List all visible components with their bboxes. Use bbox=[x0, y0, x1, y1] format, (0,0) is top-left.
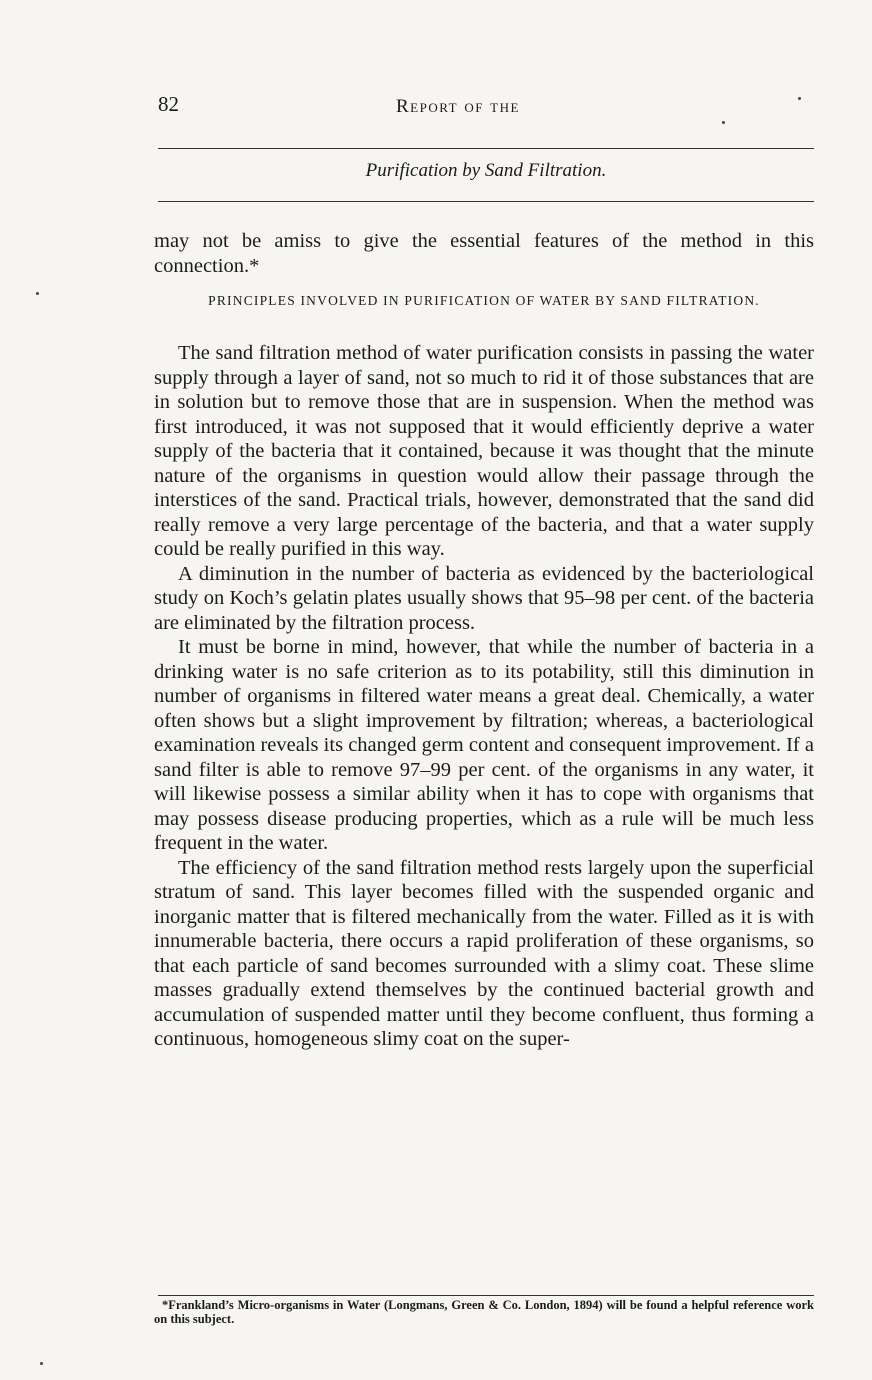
header-rule-bottom bbox=[158, 201, 814, 202]
print-speck bbox=[40, 1362, 43, 1365]
page-number: 82 bbox=[158, 92, 179, 116]
subsection-heading: PRINCIPLES INVOLVED IN PURIFICATION OF WATER BY SAND FILTRATION. bbox=[208, 293, 760, 308]
paragraph-efficiency: The efficiency of the sand filtration method rests largely upon the superficial stratum of sand. This layer becomes filled with the suspended organic and inorganic matter that is filtered mechanically from the water. Filled as it is with innumerable bacteria, there occurs a rapid proliferation of these organisms, so that each particle of sand becomes surrounded with a slimy coat. These slime masses gradually extend themselves by the continued bacterial growth and accumulation of suspended matter until they become confluent, thus forming a continuous, homogeneous slimy coat on the super- bbox=[154, 856, 814, 1050]
opening-paragraph: may not be amiss to give the essential features of the method in this connection.* bbox=[154, 230, 814, 277]
footnote: *Frankland’s Micro-organisms in Water (Longmans, Green & Co. London, 1894) will be found a helpful reference work on this subject. bbox=[154, 1298, 814, 1326]
header-rule-top bbox=[158, 148, 814, 149]
section-title: Purification by Sand Filtration. bbox=[365, 160, 607, 181]
print-speck bbox=[798, 97, 801, 100]
paragraph-potability: It must be borne in mind, however, that while the number of bacteria in a drinking water is no safe criterion as to its potability, still this diminution in number of organisms in filtered water means a great deal. Chemically, a water often shows but a slight improvement by filtration; whereas, a bacteriological examination reveals its changed germ content and consequent improvement. If a sand filter is able to remove 97–99 per cent. of the organisms in any water, it will likewise possess a similar ability when it has to cope with organisms that may possess disease producing properties, which as a rule will be much less frequent in the water. bbox=[154, 636, 814, 854]
opening-text bbox=[154, 229, 814, 278]
body-text bbox=[154, 341, 814, 1052]
paragraph-sand-filtration-method: The sand filtration method of water purification consists in passing the water supply through a layer of sand, not so much to rid it of those substances that are in solution but to remove those that are in suspension. When the method was first introduced, it was not supposed that it would efficiently deprive a water supply of the bacteria that it contained, because it was thought that the minute nature of the organisms in question would allow their passage through the interstices of the sand. Practical trials, however, demonstrated that the sand did really remove a very large percentage of the bacteria, and that a water supply could be really purified in this way. bbox=[154, 342, 814, 560]
paragraph-bacteria-diminution: A diminution in the number of bacteria as evidenced by the bacteriological study on Koch’s gelatin plates usually shows that 95–98 per cent. of the bacteria are eliminated by the filtration process. bbox=[154, 562, 814, 634]
print-speck bbox=[36, 292, 39, 295]
footnote-rule bbox=[158, 1295, 814, 1296]
print-speck bbox=[722, 121, 725, 124]
running-title: Report of the bbox=[396, 96, 520, 117]
